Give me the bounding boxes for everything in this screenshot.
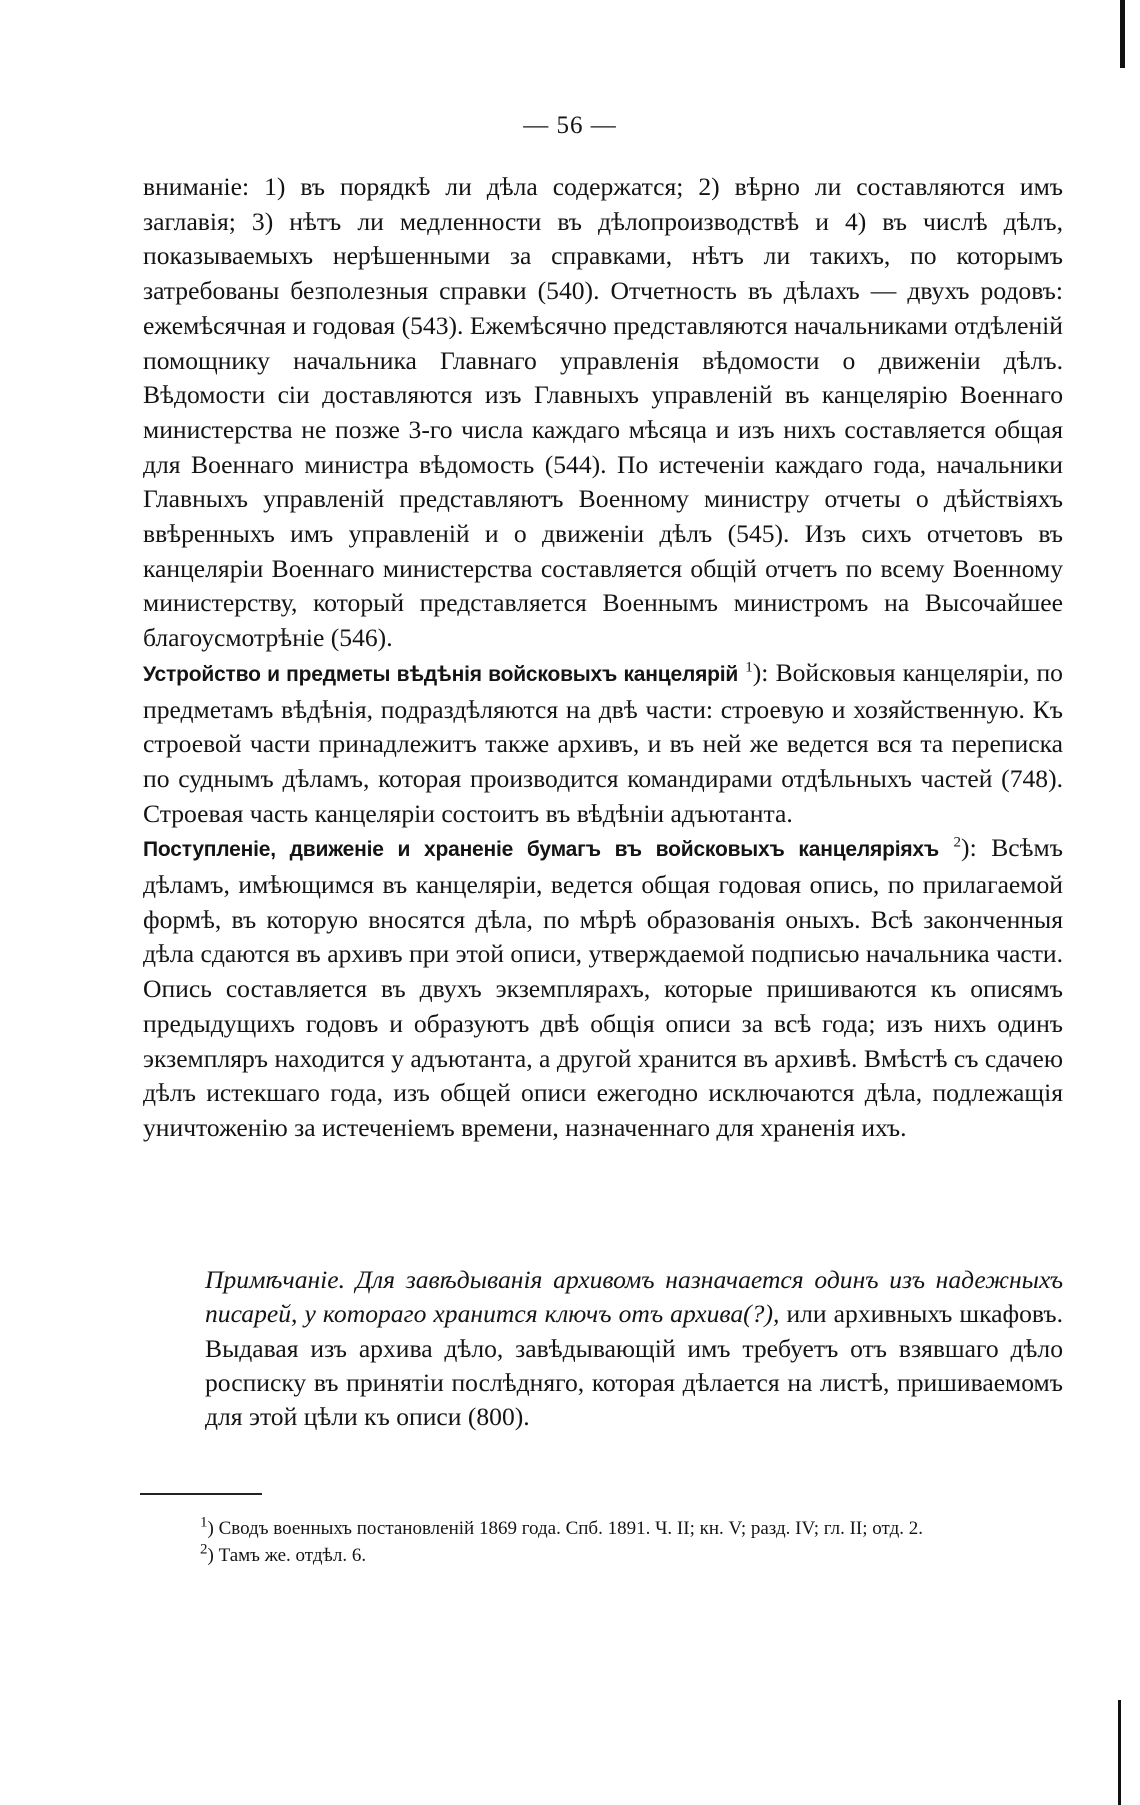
section-heading-2: Поступленіе, движеніе и храненіе бумагъ въ войсковыхъ канцеляріяхъ bbox=[143, 838, 939, 862]
scan-edge-mark-bottom bbox=[1118, 1700, 1121, 1805]
main-text bbox=[143, 170, 1063, 1146]
footnotes bbox=[140, 1515, 1064, 1569]
scan-edge-mark-top bbox=[1120, 0, 1125, 68]
paragraph-1: вниманіе: 1) въ порядкѣ ли дѣла содержатся; 2) вѣрно ли составляются имъ заглавія; 3) нѣтъ ли медленности въ дѣлопроизводствѣ и 4) въ числѣ дѣлъ, показываемыхъ нерѣшенными за справками, нѣтъ ли такихъ, по которымъ затребованы безполезныя справки (540). Отчетность въ дѣлахъ — двухъ родовъ: ежемѣсячная и годовая (543). Ежемѣсячно представляются начальниками отдѣленій помощнику начальника Главнаго управленія вѣдомости о движеніи дѣлъ. Вѣдомости сіи доставляются изъ Главныхъ управленій въ канцелярію Военнаго министерства не позже 3-го числа каждаго мѣсяца и изъ нихъ составляется общая для Военнаго министра вѣдомость (544). По истеченіи каждаго года, начальники Главныхъ управленій представляютъ Военному министру отчеты о дѣйствіяхъ ввѣренныхъ имъ управленій и о движеніи дѣлъ (545). Изъ сихъ отчетовъ въ канцеляріи Военнаго министерства составляется общій отчетъ по всему Военному министерству, который представляется Военнымъ министромъ на Высочайшее благоусмотрѣніе (546). bbox=[143, 172, 1063, 653]
section-heading-1: Устройство и предметы вѣдѣнія войсковыхъ канцелярій bbox=[143, 662, 739, 686]
footnote-ref-1: 1 bbox=[745, 659, 753, 676]
footnote-2-mark: 2 bbox=[200, 1541, 208, 1558]
footnote-2-text: ) Тамъ же. отдѣл. 6. bbox=[207, 1545, 367, 1566]
note-italic-text: Примѣчаніе. Для завѣдыванія архивомъ назначается одинъ изъ надежныхъ писарей, у котораго хранится ключъ отъ архива(?), bbox=[205, 1265, 1063, 1329]
paragraph-3-text: ): Всѣмъ дѣламъ, имѣющимся въ канцеляріи, ведется общая годовая опись, по прилагаемой формѣ, въ которую вносятся дѣла, по мѣрѣ образованія оныхъ. Всѣ законченныя дѣла сдаются въ архивъ при этой описи, утверждаемой подписью начальника части. Опись составляется въ двухъ экземплярахъ, которые пришиваются къ описямъ предыдущихъ годовъ и образуютъ двѣ общія описи за всѣ года; изъ нихъ одинъ экземпляръ находится у адъютанта, а другой хранится въ архивѣ. Вмѣстѣ съ сдачею дѣлъ истекшаго года, изъ общей описи ежегодно исключаются дѣла, подлежащія уничтоженію за истеченіемъ времени, назначеннаго для храненія ихъ. bbox=[143, 833, 1063, 1142]
paragraph-2-text: ): Войсковыя канцеляріи, по предметамъ вѣдѣнія, подраздѣляются на двѣ части: строевую и хозяйственную. Къ строевой части принадлежитъ также архивъ, и въ ней же ведется вся та переписка по суднымъ дѣламъ, которая производится командирами отдѣльныхъ частей (748). Строевая часть канцеляріи состоитъ въ вѣдѣніи адъютанта. bbox=[143, 657, 1063, 828]
footnote-1-text: ) Сводъ военныхъ постановленій 1869 года. Спб. 1891. Ч. II; кн. V; разд. IV; гл. II; отд. 2. bbox=[207, 1518, 923, 1539]
footnote-2 bbox=[140, 1542, 1064, 1569]
note-text: или архивныхъ шкафовъ. Выдавая изъ архива дѣло, завѣдывающій имъ требуетъ отъ взявшаго дѣло росписку въ принятіи послѣдняго, которая дѣлается на листѣ, пришиваемомъ для этой цѣли къ описи (800). bbox=[205, 1299, 1063, 1432]
footnote-separator bbox=[140, 1493, 262, 1495]
footnote-1 bbox=[140, 1515, 1064, 1542]
paragraph-3 bbox=[143, 831, 1063, 1145]
paragraph-2 bbox=[143, 656, 1063, 832]
footnote-ref-2: 2 bbox=[953, 834, 962, 851]
page-number: — 56 — bbox=[523, 112, 617, 139]
note-block bbox=[205, 1263, 1063, 1434]
footnote-1-mark: 1 bbox=[200, 1514, 208, 1531]
